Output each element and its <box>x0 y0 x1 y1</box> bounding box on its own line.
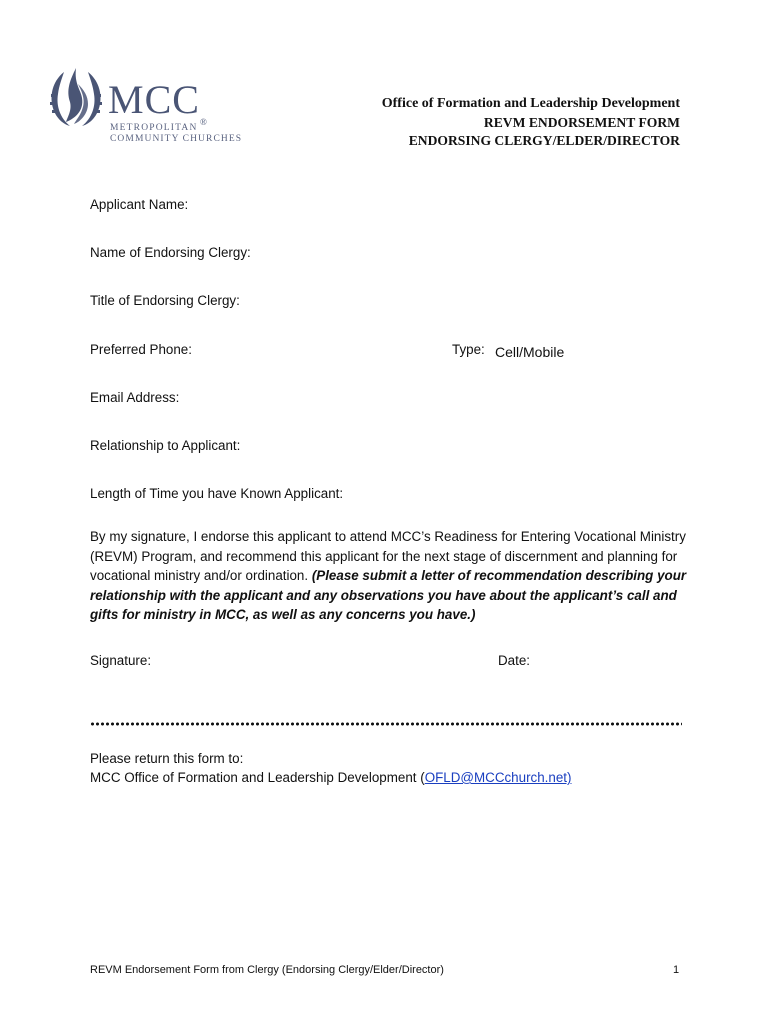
logo-subtitle-line2: COMMUNITY CHURCHES <box>110 134 243 144</box>
phone-field[interactable]: Preferred Phone: <box>90 342 192 357</box>
date-field[interactable]: Date: <box>498 653 531 668</box>
relationship-field[interactable]: Relationship to Applicant: <box>90 438 241 453</box>
flame-globe-icon <box>46 64 106 134</box>
return-email-link[interactable]: OFLD@MCCchurch.net) <box>424 770 572 785</box>
return-office: MCC Office of Formation and Leadership Development ( <box>90 770 425 785</box>
dotted-divider <box>90 722 682 726</box>
return-instruction: Please return this form to: <box>90 751 244 766</box>
form-title: REVM ENDORSEMENT FORM <box>483 115 680 130</box>
statement-text: By my signature, I endorse this applicant to attend MCC’s Readiness for Entering Vocational Ministry (REVM) Program, and recommend this applicant for the next stage of discernment and planning for vocational ministry and/or ordination. <box>90 529 686 583</box>
endorser-title-field[interactable]: Title of Endorsing Clergy: <box>90 293 240 308</box>
phone-type-select[interactable]: Cell/Mobile <box>495 344 565 360</box>
page-footer: REVM Endorsement Form from Clergy (Endorsing Clergy/Elder/Director) <box>90 964 444 976</box>
length-known-field[interactable]: Length of Time you have Known Applicant: <box>90 486 344 501</box>
logo-wordmark: MCC® <box>108 77 208 127</box>
office-title: Office of Formation and Leadership Development <box>381 96 680 111</box>
page-number: 1 <box>673 964 680 976</box>
signature-field[interactable]: Signature: <box>90 653 152 668</box>
email-field[interactable]: Email Address: <box>90 390 180 405</box>
logo-subtitle-line1: METROPOLITAN <box>110 123 198 133</box>
statement-emphasis: (Please submit a letter of recommendation describing your relationship with the applicant and any observations you have about the applicant’s call and gifts for ministry in MCC, as well as any concerns you have.) <box>90 568 687 622</box>
form-subtitle: ENDORSING CLERGY/ELDER/DIRECTOR <box>408 133 680 148</box>
phone-type-label: Type: <box>452 342 485 357</box>
endorser-name-field[interactable]: Name of Endorsing Clergy: <box>90 245 251 260</box>
return-address <box>90 770 571 785</box>
endorsement-statement <box>90 527 690 625</box>
applicant-name-field[interactable]: Applicant Name: <box>90 197 189 212</box>
